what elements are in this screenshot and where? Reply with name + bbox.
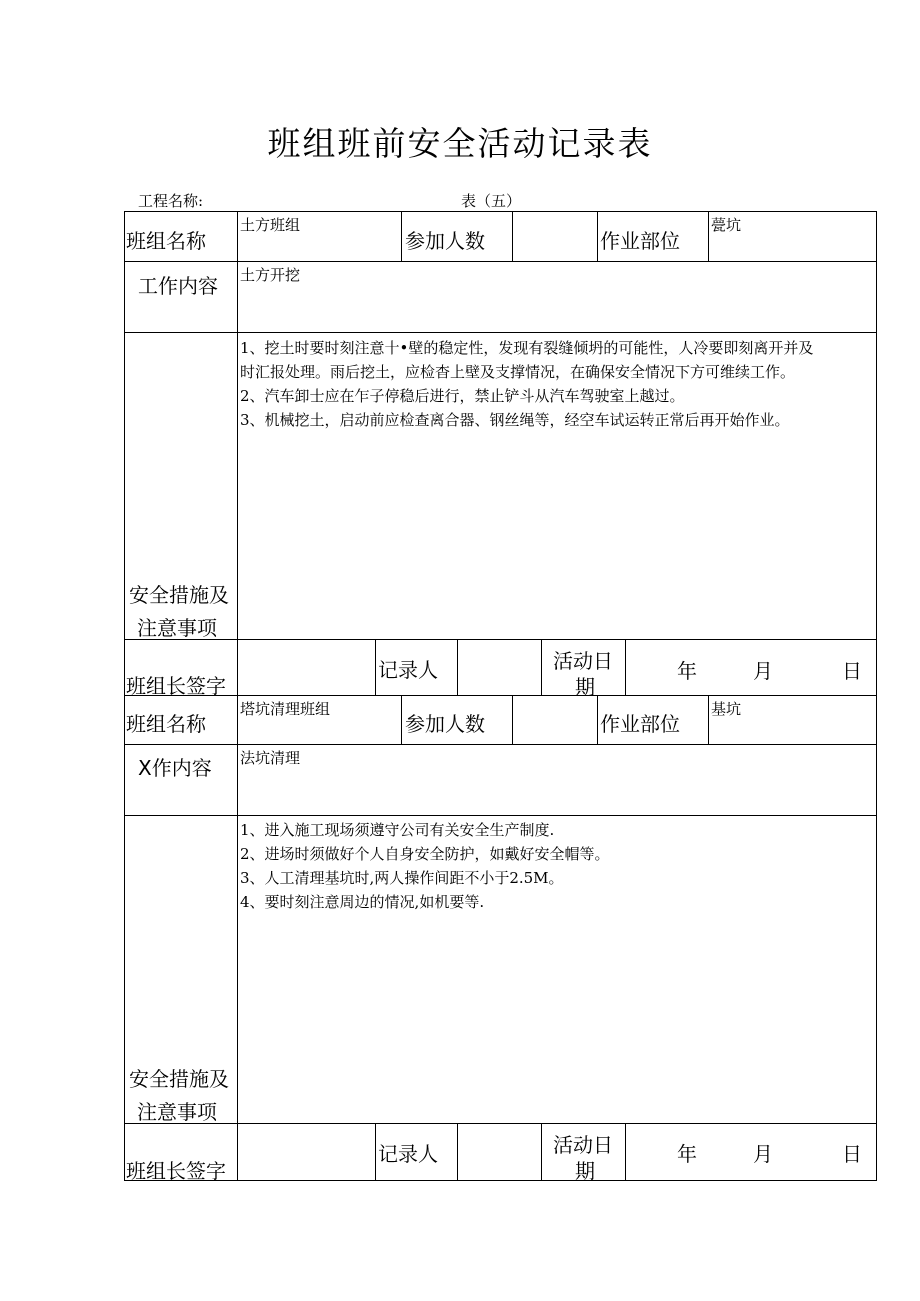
location-value[interactable]: 甍坑 xyxy=(711,216,742,234)
participants-label: 参加人数 xyxy=(405,712,485,736)
list-item: 2、进场时须做好个人自身安全防护，如戴好安全帽等。 xyxy=(240,845,610,863)
location-label: 作业部位 xyxy=(600,229,680,253)
list-item: 3、人工清理基坑时,两人操作间距不小于2.5M。 xyxy=(240,869,564,887)
work-content-label: 工作内容 xyxy=(138,274,218,298)
activity-date-label-line2: 期 xyxy=(575,1159,595,1183)
work-content-value[interactable]: 土方开挖 xyxy=(240,266,301,284)
list-item: 3、机械挖土，启动前应检查离合器、钢丝绳等，经空车试运转正常后再开始作业。 xyxy=(240,411,790,429)
year-label: 年 xyxy=(677,1142,697,1166)
list-item: 2、汽车卸士应在乍子停稳后进行，禁止铲斗从汽车驾驶室上越过。 xyxy=(240,387,685,405)
safety-label-line2: 注意事项 xyxy=(137,616,217,640)
month-label: 月 xyxy=(753,659,773,683)
team-name-value[interactable]: 塔坑清理班组 xyxy=(240,700,331,718)
day-label: 日 xyxy=(842,659,862,683)
location-value[interactable]: 基坑 xyxy=(711,700,742,718)
activity-date-label-line1: 活动日 xyxy=(553,649,613,673)
list-item: 1、进入施工现场须遵守公司有关安全生产制度. xyxy=(240,821,555,839)
project-name-label: 工程名称: xyxy=(138,192,204,210)
activity-date-label-line2: 期 xyxy=(575,675,595,699)
month-label: 月 xyxy=(753,1142,773,1166)
activity-date-label-line1: 活动日 xyxy=(553,1133,613,1157)
recorder-label: 记录人 xyxy=(378,1142,438,1166)
team-name-label: 班组名称 xyxy=(126,229,206,253)
recorder-label: 记录人 xyxy=(378,658,438,682)
team-name-value[interactable]: 土方班组 xyxy=(240,216,301,234)
safety-measures-list[interactable] xyxy=(240,336,876,432)
team-name-label: 班组名称 xyxy=(126,712,206,736)
year-label: 年 xyxy=(677,659,697,683)
leader-sign-label: 班组长签字 xyxy=(126,1159,226,1183)
list-item: 1、挖土时要时刻注意十•壁的稳定性，发现有裂缝倾坍的可能性，人冷要即刻离开并及 xyxy=(240,339,814,357)
list-item: 4、要时刻注意周边的情况,如机要等. xyxy=(240,893,485,911)
page-title: 班组班前安全活动记录表 xyxy=(267,124,653,163)
safety-label-line1: 安全措施及 xyxy=(129,1067,229,1091)
list-item: 时汇报处理。雨后挖土，应检杳上壁及支撑情况，在确保安全情况下方可维续工作。 xyxy=(240,363,796,381)
safety-label-line1: 安全措施及 xyxy=(129,583,229,607)
safety-label-line2: 注意事项 xyxy=(137,1100,217,1124)
work-content-value[interactable]: 法坑清理 xyxy=(240,749,301,767)
location-label: 作业部位 xyxy=(600,712,680,736)
leader-sign-label: 班组长签字 xyxy=(126,674,226,698)
safety-measures-list[interactable] xyxy=(240,818,876,914)
work-content-label: X作内容 xyxy=(138,756,212,780)
day-label: 日 xyxy=(842,1142,862,1166)
table-number: 表（五） xyxy=(461,192,522,210)
participants-label: 参加人数 xyxy=(405,229,485,253)
